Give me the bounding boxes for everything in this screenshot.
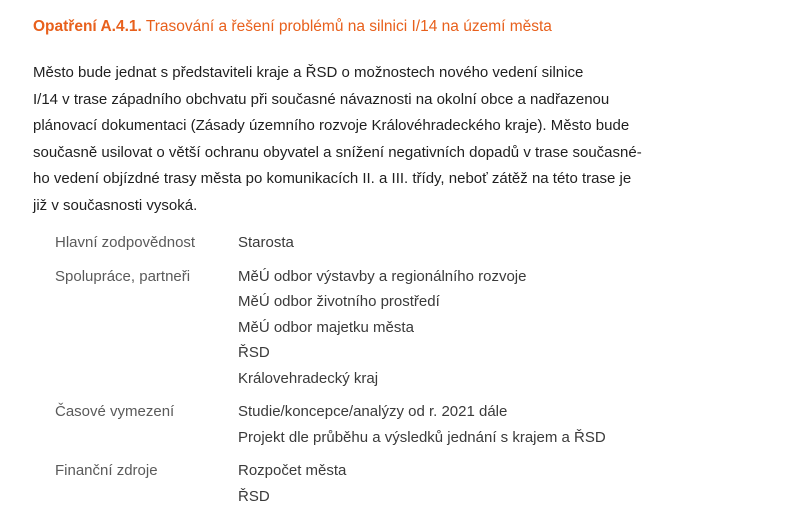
details-row-responsibility (55, 230, 755, 256)
row-value: Projekt dle průběhu a výsledků jednání s krajem a ŘSD (238, 428, 606, 446)
row-value: Královehradecký kraj (238, 369, 379, 387)
row-value: Studie/koncepce/analýzy od r. 2021 dále (238, 403, 508, 420)
row-value: Starosta (238, 234, 294, 251)
details-row-timeframe (55, 399, 755, 450)
paragraph-line: Město bude jednat s představiteli kraje a ŘSD o možnostech nového vedení silnice (33, 64, 584, 81)
row-values (238, 264, 755, 392)
details-table (55, 230, 755, 517)
measure-code: Opatření A.4.1. (33, 18, 142, 35)
row-value: ŘSD (238, 344, 270, 361)
row-label: Hlavní zodpovědnost (55, 234, 196, 251)
row-value: MěÚ odbor majetku města (238, 318, 414, 336)
paragraph-line: ho vedení objízdné trasy města po komunikacích II. a III. třídy, neboť zátěž na této trase je (33, 170, 632, 187)
row-label: Spolupráce, partneři (55, 267, 191, 285)
section-heading (33, 16, 552, 38)
measure-title: Trasování a řešení problémů na silnici I/14 na území města (145, 18, 552, 35)
row-label: Časové vymezení (55, 403, 175, 420)
paragraph-line: plánovací dokumentaci (Zásady územního rozvoje Královéhradeckého kraje). Město bude (33, 117, 630, 134)
row-values (238, 399, 755, 450)
row-value: MěÚ odbor výstavby a regionálního rozvoje (238, 267, 527, 285)
row-value: Rozpočet města (238, 462, 347, 479)
row-values (238, 458, 755, 509)
paragraph-line: již v současnosti vysoká. (33, 196, 198, 214)
row-values (238, 230, 755, 256)
details-row-funding (55, 458, 755, 509)
description-paragraph (33, 60, 693, 219)
details-row-partners (55, 264, 755, 392)
paragraph-line: I/14 v trase západního obchvatu při současné návaznosti na okolní obce a nadřazenou (33, 90, 610, 108)
paragraph-line: současně usilovat o větší ochranu obyvatel a snížení negativních dopadů v trase současné- (33, 143, 642, 161)
row-value: ŘSD (238, 487, 270, 505)
row-label: Finanční zdroje (55, 462, 158, 479)
row-value: MěÚ odbor životního prostředí (238, 293, 440, 310)
